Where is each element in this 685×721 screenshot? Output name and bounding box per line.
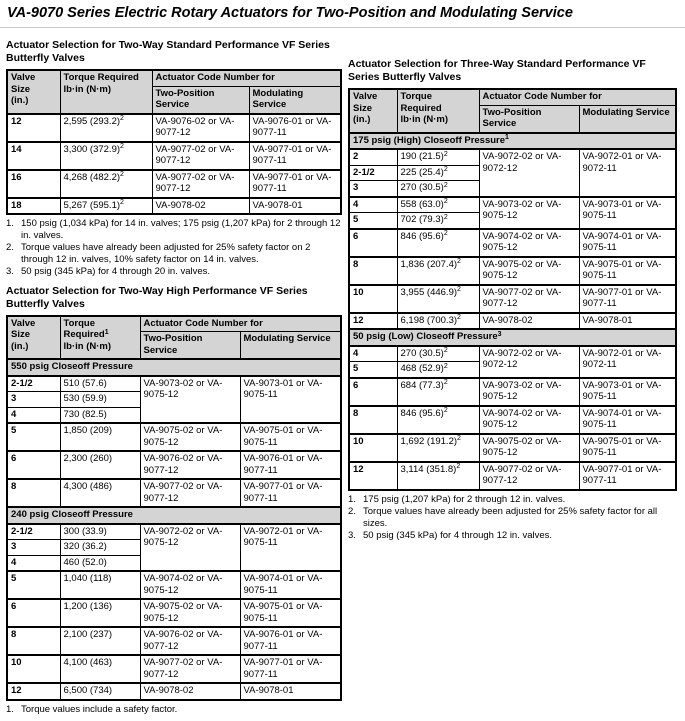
- modulating-code-cell: VA-9075-01 or VA-9075-11: [579, 257, 676, 285]
- table-row: [7, 479, 341, 507]
- torque-header-line: Required: [400, 102, 442, 114]
- torque-header-line: lb·in (N·m): [63, 83, 111, 95]
- actuator-code-group-header: Actuator Code Number for: [479, 89, 676, 105]
- torque-cell: 846 $(95.6)^2$: [397, 406, 479, 434]
- footnote-marker: 2: [443, 362, 448, 370]
- footnote-marker: 2: [120, 199, 124, 207]
- valve-size-header: [7, 70, 60, 114]
- two-position-code-cell: VA-9078-02: [140, 683, 240, 700]
- two-position-code-cell: VA-9073-02 or VA-9075-12: [479, 378, 579, 406]
- modulating-code-cell: VA-9074-01 or VA-9075-11: [240, 571, 341, 599]
- footnote-marker: 2: [443, 407, 448, 415]
- torque-header-line: Torque: [63, 317, 95, 329]
- modulating-code-cell: VA-9078-01: [249, 198, 341, 215]
- modulating-code-cell: VA-9073-01 or VA-9075-11: [579, 197, 676, 229]
- footnote: [6, 242, 342, 265]
- modulating-code-cell: VA-9077-01 or VA-9077-11: [240, 655, 341, 683]
- valve-size-header-line: (in.): [11, 340, 29, 352]
- two-position-code-cell: VA-9074-02 or VA-9075-12: [479, 406, 579, 434]
- valve-size-header-line: Valve: [11, 317, 36, 329]
- torque-header-line: Torque: [400, 91, 432, 102]
- valve-size-cell: 10: [7, 655, 60, 683]
- table-two-way-high-performance: [6, 315, 342, 701]
- valve-size-cell: 8: [349, 406, 397, 434]
- torque-cell: 684 $(77.3)^2$: [397, 378, 479, 406]
- modulating-code-cell: VA-9072-01 or VA-9072-11: [579, 149, 676, 197]
- footnote-number: 1.: [6, 703, 14, 715]
- table-row: [349, 313, 676, 330]
- torque-cell: 460 (52.0): [60, 555, 140, 571]
- footnote-text: 175 psig (1,207 kPa) for 2 through 12 in. valves.: [363, 493, 566, 505]
- two-position-code-cell: VA-9077-02 or VA-9077-12: [152, 142, 249, 170]
- footnote-marker: 2: [120, 143, 124, 151]
- torque-header-line: Torque Required: [63, 72, 139, 83]
- table-row: [349, 406, 676, 434]
- footnote-marker: 2: [120, 171, 124, 179]
- modulating-code-cell: VA-9075-01 or VA-9075-11: [240, 599, 341, 627]
- valve-size-header-line: Size: [353, 102, 373, 114]
- torque-cell: 530 (59.9): [60, 392, 140, 408]
- footnote-marker: 2: [443, 379, 448, 387]
- modulating-code-cell: VA-9072-01 or VA-9075-11: [240, 524, 341, 572]
- two-position-code-cell: VA-9078-02: [152, 198, 249, 215]
- footnote-marker: 2: [443, 230, 448, 238]
- torque-cell: 510 (57.6): [60, 376, 140, 392]
- valve-size-cell: 8: [7, 627, 60, 655]
- two-position-code-cell: VA-9074-02 or VA-9075-12: [479, 229, 579, 257]
- valve-size-cell: 12: [7, 683, 60, 700]
- two-position-code-cell: VA-9073-02 or VA-9075-12: [140, 376, 240, 424]
- section-title: 50 psig (Low) Closeoff Pressure$^3$: [349, 329, 676, 346]
- table-row: [7, 114, 341, 142]
- table-row: [7, 423, 341, 451]
- table-row: [7, 524, 341, 540]
- footnote-number: 2.: [348, 506, 356, 517]
- valve-size-header-line: Size: [11, 329, 31, 340]
- footnote: [6, 704, 342, 716]
- modulating-code-cell: VA-9072-01 or VA-9072-11: [579, 346, 676, 378]
- footnote-number: 3.: [348, 530, 356, 541]
- valve-size-cell: 3: [7, 392, 60, 408]
- two-position-service-header: Two-Position Service: [479, 105, 579, 133]
- section-header-row: [349, 329, 676, 346]
- torque-header: [60, 70, 152, 114]
- valve-size-cell: 6: [7, 599, 60, 627]
- footnote-marker: 2: [120, 115, 124, 123]
- valve-size-header-line: Size: [11, 83, 31, 95]
- torque-header-line: lb·in (N·m): [400, 114, 448, 125]
- footnotes-two-way-standard: [6, 218, 342, 278]
- footnote: [348, 530, 677, 542]
- valve-size-cell: 2-1/2: [349, 165, 397, 181]
- modulating-code-cell: VA-9073-01 or VA-9075-11: [240, 376, 341, 424]
- actuator-code-group-header: Actuator Code Number for: [140, 316, 341, 332]
- valve-size-cell: 2: [349, 149, 397, 165]
- modulating-service-header: Modulating Service: [249, 86, 341, 114]
- valve-size-cell: 4: [349, 346, 397, 362]
- valve-size-cell: 18: [7, 198, 60, 215]
- torque-cell: 6,500 (734): [60, 683, 140, 700]
- valve-size-cell: 4: [349, 197, 397, 213]
- table-body: [349, 133, 676, 490]
- footnote-text: 150 psig (1,034 kPa) for 14 in. valves; 175 psig (1,207 kPa) for 2 through 12 in. valves.: [21, 218, 341, 241]
- valve-size-cell: 12: [7, 114, 60, 142]
- modulating-code-cell: VA-9074-01 or VA-9075-11: [579, 229, 676, 257]
- two-position-code-cell: VA-9077-02 or VA-9077-12: [140, 655, 240, 683]
- table-heading-two-way-high: Actuator Selection for Two-Way High Performance VF Series Butterfly Valves: [6, 284, 308, 310]
- left-column: [6, 39, 342, 721]
- footnote-text: Torque values have already been adjusted for 25% safety factor for all sizes.: [363, 506, 658, 529]
- two-position-code-cell: VA-9072-02 or VA-9072-12: [479, 149, 579, 197]
- valve-size-cell: 3: [349, 181, 397, 197]
- torque-cell: 1,850 (209): [60, 423, 140, 451]
- modulating-code-cell: VA-9077-01 or VA-9077-11: [579, 285, 676, 313]
- valve-size-cell: 6: [349, 378, 397, 406]
- torque-cell: 320 (36.2): [60, 540, 140, 556]
- valve-size-header: [7, 316, 60, 360]
- footnote-marker: 1: [104, 328, 109, 336]
- torque-cell: 6,198 $(700.3)^2$: [397, 313, 479, 330]
- valve-size-cell: 2-1/2: [7, 376, 60, 392]
- footnote-marker: 2: [457, 258, 461, 266]
- two-position-service-header: Two-Position Service: [152, 86, 249, 114]
- modulating-code-cell: VA-9076-01 or VA-9077-11: [249, 114, 341, 142]
- table-header: [7, 70, 341, 114]
- footnote-marker: 2: [457, 435, 461, 443]
- modulating-service-header: Modulating Service: [579, 105, 676, 133]
- torque-cell: 468 $(52.9)^2$: [397, 362, 479, 378]
- torque-header: [60, 316, 140, 360]
- section-title: 175 psig (High) Closeoff Pressure$^1$: [349, 133, 676, 150]
- torque-cell: 5,267 $(595.1)^2$: [60, 198, 152, 215]
- table-three-way-standard: [348, 88, 677, 491]
- actuator-code-group-header: Actuator Code Number for: [152, 70, 341, 86]
- footnote-text: Torque values have already been adjusted for 25% safety factor on 2 through 12 in. valves, 10% safety factor on 14 in. valves.: [21, 242, 311, 265]
- torque-cell: 3,300 $(372.9)^2$: [60, 142, 152, 170]
- valve-size-cell: 2-1/2: [7, 524, 60, 540]
- two-position-code-cell: VA-9076-02 or VA-9077-12: [140, 451, 240, 479]
- footnote-marker: 2: [443, 198, 448, 206]
- footnote-marker: 2: [443, 213, 448, 221]
- torque-cell: 270 $(30.5)^2$: [397, 346, 479, 362]
- torque-cell: 2,100 (237): [60, 627, 140, 655]
- table-body: [7, 114, 341, 215]
- valve-size-cell: 10: [349, 285, 397, 313]
- footnote-marker: 2: [443, 150, 448, 158]
- footnote-marker: 2: [443, 347, 448, 355]
- valve-size-cell: 5: [7, 423, 60, 451]
- two-position-code-cell: VA-9074-02 or VA-9075-12: [140, 571, 240, 599]
- valve-size-cell: 4: [7, 407, 60, 423]
- valve-size-cell: 5: [349, 362, 397, 378]
- torque-header-line: Required$^1$: [63, 328, 109, 340]
- torque-cell: 190 $(21.5)^2$: [397, 149, 479, 165]
- footnote: [6, 266, 342, 278]
- valve-size-cell: 10: [349, 434, 397, 462]
- table-row: [349, 378, 676, 406]
- footnote-marker: 2: [443, 181, 448, 189]
- torque-cell: 846 $(95.6)^2$: [397, 229, 479, 257]
- valve-size-cell: 3: [7, 540, 60, 556]
- table-row: [349, 434, 676, 462]
- two-position-service-header: Two-Position Service: [140, 332, 240, 360]
- section-title: 550 psig Closeoff Pressure: [7, 359, 341, 376]
- footnote-marker: 2: [457, 314, 461, 322]
- valve-size-cell: 16: [7, 170, 60, 198]
- section-header-row: [349, 133, 676, 150]
- table-row: [349, 229, 676, 257]
- two-position-code-cell: VA-9073-02 or VA-9075-12: [479, 197, 579, 229]
- table-row: [7, 142, 341, 170]
- right-column: [348, 58, 677, 548]
- section-title: 240 psig Closeoff Pressure: [7, 507, 341, 524]
- footnote: [6, 218, 342, 241]
- table-row: [7, 198, 341, 215]
- footnote-number: 3.: [6, 266, 14, 277]
- two-position-code-cell: VA-9077-02 or VA-9077-12: [479, 462, 579, 490]
- two-position-code-cell: VA-9072-02 or VA-9075-12: [140, 524, 240, 572]
- two-position-code-cell: VA-9075-02 or VA-9075-12: [479, 257, 579, 285]
- two-position-code-cell: VA-9077-02 or VA-9077-12: [479, 285, 579, 313]
- valve-size-header: [349, 89, 397, 133]
- valve-size-cell: 8: [7, 479, 60, 507]
- torque-cell: 1,040 (118): [60, 571, 140, 599]
- modulating-code-cell: VA-9077-01 or VA-9077-11: [249, 170, 341, 198]
- header-row: [349, 89, 676, 105]
- modulating-code-cell: VA-9078-01: [240, 683, 341, 700]
- header-row: [7, 316, 341, 332]
- valve-size-cell: 8: [349, 257, 397, 285]
- two-position-code-cell: VA-9075-02 or VA-9075-12: [479, 434, 579, 462]
- table-row: [7, 627, 341, 655]
- modulating-service-header: Modulating Service: [240, 332, 341, 360]
- modulating-code-cell: VA-9074-01 or VA-9075-11: [579, 406, 676, 434]
- table-row: [7, 683, 341, 700]
- modulating-code-cell: VA-9078-01: [579, 313, 676, 330]
- section-header-row: [7, 507, 341, 524]
- table-row: [349, 285, 676, 313]
- torque-cell: 730 (82.5): [60, 407, 140, 423]
- torque-cell: 2,300 (260): [60, 451, 140, 479]
- footnote-text: 50 psig (345 kPa) for 4 through 20 in. valves.: [21, 266, 211, 277]
- two-position-code-cell: VA-9077-02 or VA-9077-12: [140, 479, 240, 507]
- footnote-marker: 2: [457, 286, 461, 294]
- two-position-code-cell: VA-9078-02: [479, 313, 579, 330]
- modulating-code-cell: VA-9077-01 or VA-9077-11: [249, 142, 341, 170]
- modulating-code-cell: VA-9077-01 or VA-9077-11: [240, 479, 341, 507]
- header-row: [7, 70, 341, 86]
- table-row: [349, 462, 676, 490]
- torque-cell: 4,300 (486): [60, 479, 140, 507]
- torque-cell: 1,836 $(207.4)^2$: [397, 257, 479, 285]
- table-two-way-standard: [6, 69, 342, 215]
- valve-size-cell: 6: [7, 451, 60, 479]
- torque-cell: 1,692 $(191.2)^2$: [397, 434, 479, 462]
- table-heading-three-way-standard: Actuator Selection for Three-Way Standard Performance VF Series Butterfly Valves: [348, 58, 646, 83]
- torque-cell: 225 $(25.4)^2$: [397, 165, 479, 181]
- two-position-code-cell: VA-9076-02 or VA-9077-12: [152, 114, 249, 142]
- table-heading-two-way-standard: Actuator Selection for Two-Way Standard Performance VF Series Butterfly Valves: [6, 39, 330, 64]
- footnote-marker: 3: [497, 330, 502, 338]
- table-row: [7, 451, 341, 479]
- footnote-marker: 2: [456, 463, 461, 471]
- table-row: [7, 376, 341, 392]
- valve-size-cell: 5: [349, 213, 397, 229]
- footnotes-two-way-high: [6, 704, 342, 716]
- table-row: [7, 599, 341, 627]
- table-row: [7, 170, 341, 198]
- modulating-code-cell: VA-9073-01 or VA-9075-11: [579, 378, 676, 406]
- torque-header: [397, 89, 479, 133]
- two-position-code-cell: VA-9077-02 or VA-9077-12: [152, 170, 249, 198]
- torque-cell: 300 (33.9): [60, 524, 140, 540]
- torque-cell: 270 $(30.5)^2$: [397, 181, 479, 197]
- torque-cell: 3,114 $(351.8)^2$: [397, 462, 479, 490]
- two-position-code-cell: VA-9075-02 or VA-9075-12: [140, 423, 240, 451]
- valve-size-cell: 12: [349, 462, 397, 490]
- footnote: [348, 494, 677, 506]
- torque-cell: 1,200 (136): [60, 599, 140, 627]
- torque-cell: 2,595 $(293.2)^2$: [60, 114, 152, 142]
- valve-size-header-line: (in.): [11, 95, 29, 106]
- footnote-number: 1.: [348, 493, 356, 505]
- table-header: [349, 89, 676, 133]
- table-row: [349, 149, 676, 165]
- two-position-code-cell: VA-9075-02 or VA-9075-12: [140, 599, 240, 627]
- table-row: [349, 197, 676, 213]
- valve-size-cell: 5: [7, 571, 60, 599]
- valve-size-header-line: Valve: [11, 72, 36, 83]
- torque-cell: 558 $(63.0)^2$: [397, 197, 479, 213]
- modulating-code-cell: VA-9076-01 or VA-9077-11: [240, 451, 341, 479]
- footnote: [348, 506, 677, 529]
- torque-cell: 4,268 $(482.2)^2$: [60, 170, 152, 198]
- table-row: [349, 346, 676, 362]
- section-header-row: [7, 359, 341, 376]
- footnote-marker: 2: [443, 166, 448, 174]
- footnotes-three-way-standard: [348, 494, 677, 542]
- valve-size-cell: 4: [7, 555, 60, 571]
- table-header: [7, 316, 341, 360]
- valve-size-cell: 14: [7, 142, 60, 170]
- valve-size-header-line: (in.): [353, 114, 371, 125]
- torque-cell: 702 $(79.3)^2$: [397, 213, 479, 229]
- torque-cell: 4,100 (463): [60, 655, 140, 683]
- table-row: [7, 571, 341, 599]
- table-row: [349, 257, 676, 285]
- footnote-marker: 1: [505, 134, 509, 142]
- footnote-number: 1.: [6, 218, 14, 229]
- title-divider: [0, 27, 685, 28]
- valve-size-cell: 6: [349, 229, 397, 257]
- footnote-text: 50 psig (345 kPa) for 4 through 12 in. valves.: [363, 530, 553, 541]
- valve-size-header-line: Valve: [353, 91, 378, 102]
- torque-header-line: lb·in (N·m): [63, 340, 111, 352]
- torque-cell: 3,955 $(446.9)^2$: [397, 285, 479, 313]
- footnote-number: 2.: [6, 242, 14, 253]
- page-title: VA-9070 Series Electric Rotary Actuators for Two-Position and Modulating Service: [7, 5, 573, 21]
- modulating-code-cell: VA-9077-01 or VA-9077-11: [579, 462, 676, 490]
- table-body: [7, 359, 341, 700]
- table-row: [7, 655, 341, 683]
- modulating-code-cell: VA-9075-01 or VA-9075-11: [240, 423, 341, 451]
- two-position-code-cell: VA-9072-02 or VA-9072-12: [479, 346, 579, 378]
- footnote-text: Torque values include a safety factor.: [21, 703, 178, 715]
- modulating-code-cell: VA-9076-01 or VA-9077-11: [240, 627, 341, 655]
- two-position-code-cell: VA-9076-02 or VA-9077-12: [140, 627, 240, 655]
- valve-size-cell: 12: [349, 313, 397, 330]
- modulating-code-cell: VA-9075-01 or VA-9075-11: [579, 434, 676, 462]
